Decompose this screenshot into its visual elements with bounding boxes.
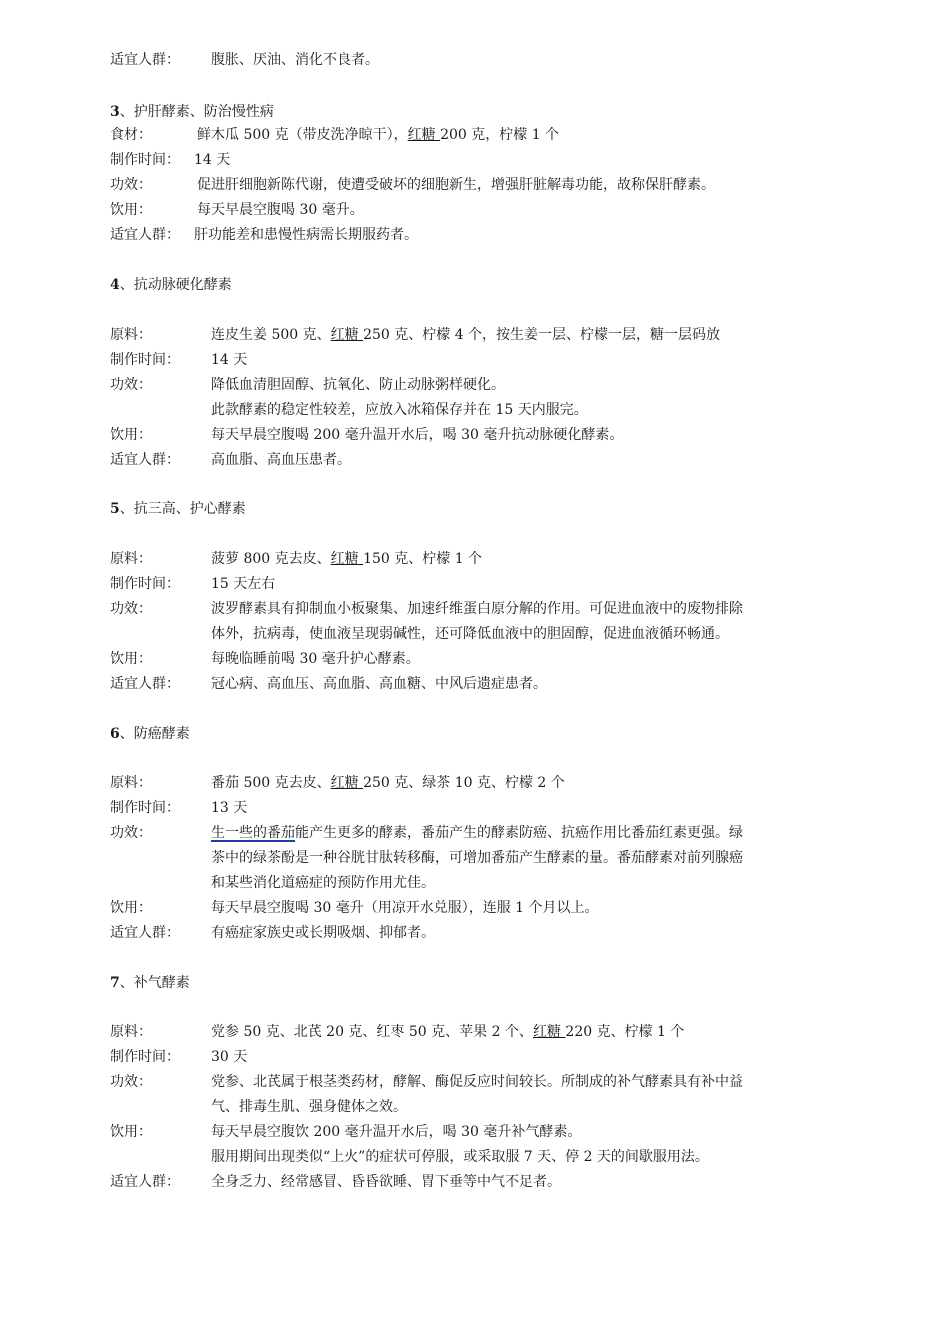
time-label: 制作时间： (110, 800, 180, 816)
drink-value: 每天早晨空腹喝 30 毫升。 (197, 202, 364, 218)
people-value: 腹胀、厌油、消化不良者。 (211, 52, 379, 68)
ingredients-label: 原料： (110, 775, 152, 791)
section-heading-3: 3、护肝酵素、防治慢性病 (110, 104, 274, 120)
people-value: 有癌症家族史或长期吸烟、抑郁者。 (211, 925, 435, 941)
ingredients-value: 党参 50 克、北芪 20 克、红枣 50 克、苹果 2 个、红糖 220 克、柠檬 1 个 (211, 1024, 685, 1040)
people-value: 高血脂、高血压患者。 (211, 452, 351, 468)
time-value: 30 天 (211, 1049, 248, 1065)
people-label: 适宜人群： (110, 452, 180, 468)
ingredients-value: 鲜木瓜 500 克（带皮洗净晾干），红糖 200 克，柠檬 1 个 (197, 127, 560, 143)
highlighted-phrase: 生一些的番茄 (211, 825, 295, 841)
drink-label: 饮用： (110, 427, 152, 443)
ingredients-label: 原料： (110, 327, 152, 343)
effect-value-line-2: 茶中的绿茶酚是一种谷胱甘肽转移酶，可增加番茄产生酵素的量。番茄酵素对前列腺癌 (211, 850, 743, 866)
ingredients-label: 原料： (110, 551, 152, 567)
effect-value-line-1: 波罗酵素具有抑制血小板聚集、加速纤维蛋白原分解的作用。可促进血液中的废物排除 (211, 601, 743, 617)
drink-label: 饮用： (110, 1124, 152, 1140)
time-value: 14 天 (211, 352, 248, 368)
section-heading-6: 6、防癌酵素 (110, 726, 190, 742)
time-label: 制作时间： (110, 352, 180, 368)
section-heading-5: 5、抗三高、护心酵素 (110, 501, 246, 517)
drink-value: 每天早晨空腹喝 200 毫升温开水后，喝 30 毫升抗动脉硬化酵素。 (211, 427, 624, 443)
effect-value-line-2: 此款酵素的稳定性较差，应放入冰箱保存并在 15 天内服完。 (211, 402, 588, 418)
time-label: 制作时间： (110, 1049, 180, 1065)
drink-value: 每晚临睡前喝 30 毫升护心酵素。 (211, 651, 420, 667)
ingredients-value: 番茄 500 克去皮、红糖 250 克、绿茶 10 克、柠檬 2 个 (211, 775, 565, 791)
ingredients-value: 连皮生姜 500 克、红糖 250 克、柠檬 4 个，按生姜一层、柠檬一层，糖一层码放 (211, 327, 721, 343)
effect-label: 功效： (110, 377, 152, 393)
time-label: 制作时间： (110, 576, 180, 592)
section-heading-7: 7、补气酵素 (110, 975, 190, 991)
effect-label: 功效： (110, 1074, 152, 1090)
time-value: 15 天左右 (211, 576, 276, 592)
effect-label: 功效： (110, 177, 152, 193)
effect-label: 功效： (110, 825, 152, 841)
people-label: 适宜人群： (110, 1174, 180, 1190)
effect-value-line-1: 降低血清胆固醇、抗氧化、防止动脉粥样硬化。 (211, 377, 505, 393)
people-value: 全身乏力、经常感冒、昏昏欲睡、胃下垂等中气不足者。 (211, 1174, 561, 1190)
effect-value-line-1: 生一些的番茄能产生更多的酵素，番茄产生的酵素防癌、抗癌作用比番茄红素更强。绿 (211, 825, 743, 841)
time-value: 14 天 (194, 152, 231, 168)
ingredients-label: 食材： (110, 127, 152, 143)
ingredients-value: 菠萝 800 克去皮、红糖 150 克、柠檬 1 个 (211, 551, 483, 567)
ingredients-label: 原料： (110, 1024, 152, 1040)
drink-value: 每天早晨空腹喝 30 毫升（用凉开水兑服），连服 1 个月以上。 (211, 900, 599, 916)
effect-value-line-1: 党参、北芪属于根茎类药材，酵解、酶促反应时间较长。所制成的补气酵素具有补中益 (211, 1074, 743, 1090)
effect-label: 功效： (110, 601, 152, 617)
people-label: 适宜人群： (110, 676, 180, 692)
drink-label: 饮用： (110, 900, 152, 916)
people-label: 适宜人群： (110, 227, 180, 243)
effect-value-line-2: 体外，抗病毒，使血液呈现弱碱性，还可降低血液中的胆固醇，促进血液循环畅通。 (211, 626, 729, 642)
people-value: 肝功能差和患慢性病需长期服药者。 (194, 227, 418, 243)
drink-label: 饮用： (110, 202, 152, 218)
drink-label: 饮用： (110, 651, 152, 667)
effect-value-line-2: 气、排毒生肌、强身健体之效。 (211, 1099, 407, 1115)
effect-value-line-3: 和某些消化道癌症的预防作用尤佳。 (211, 875, 435, 891)
section-heading-4: 4、抗动脉硬化酵素 (110, 277, 232, 293)
time-label: 制作时间： (110, 152, 180, 168)
drink-value-line-1: 每天早晨空腹饮 200 毫升温开水后，喝 30 毫升补气酵素。 (211, 1124, 582, 1140)
effect-value: 促进肝细胞新陈代谢，使遭受破坏的细胞新生，增强肝脏解毒功能，故称保肝酵素。 (197, 177, 715, 193)
people-label: 适宜人群： (110, 52, 180, 68)
drink-value-line-2: 服用期间出现类似“上火”的症状可停服，或采取服 7 天、停 2 天的间歇服用法。 (211, 1149, 709, 1165)
people-label: 适宜人群： (110, 925, 180, 941)
people-value: 冠心病、高血压、高血脂、高血糖、中风后遗症患者。 (211, 676, 547, 692)
time-value: 13 天 (211, 800, 248, 816)
